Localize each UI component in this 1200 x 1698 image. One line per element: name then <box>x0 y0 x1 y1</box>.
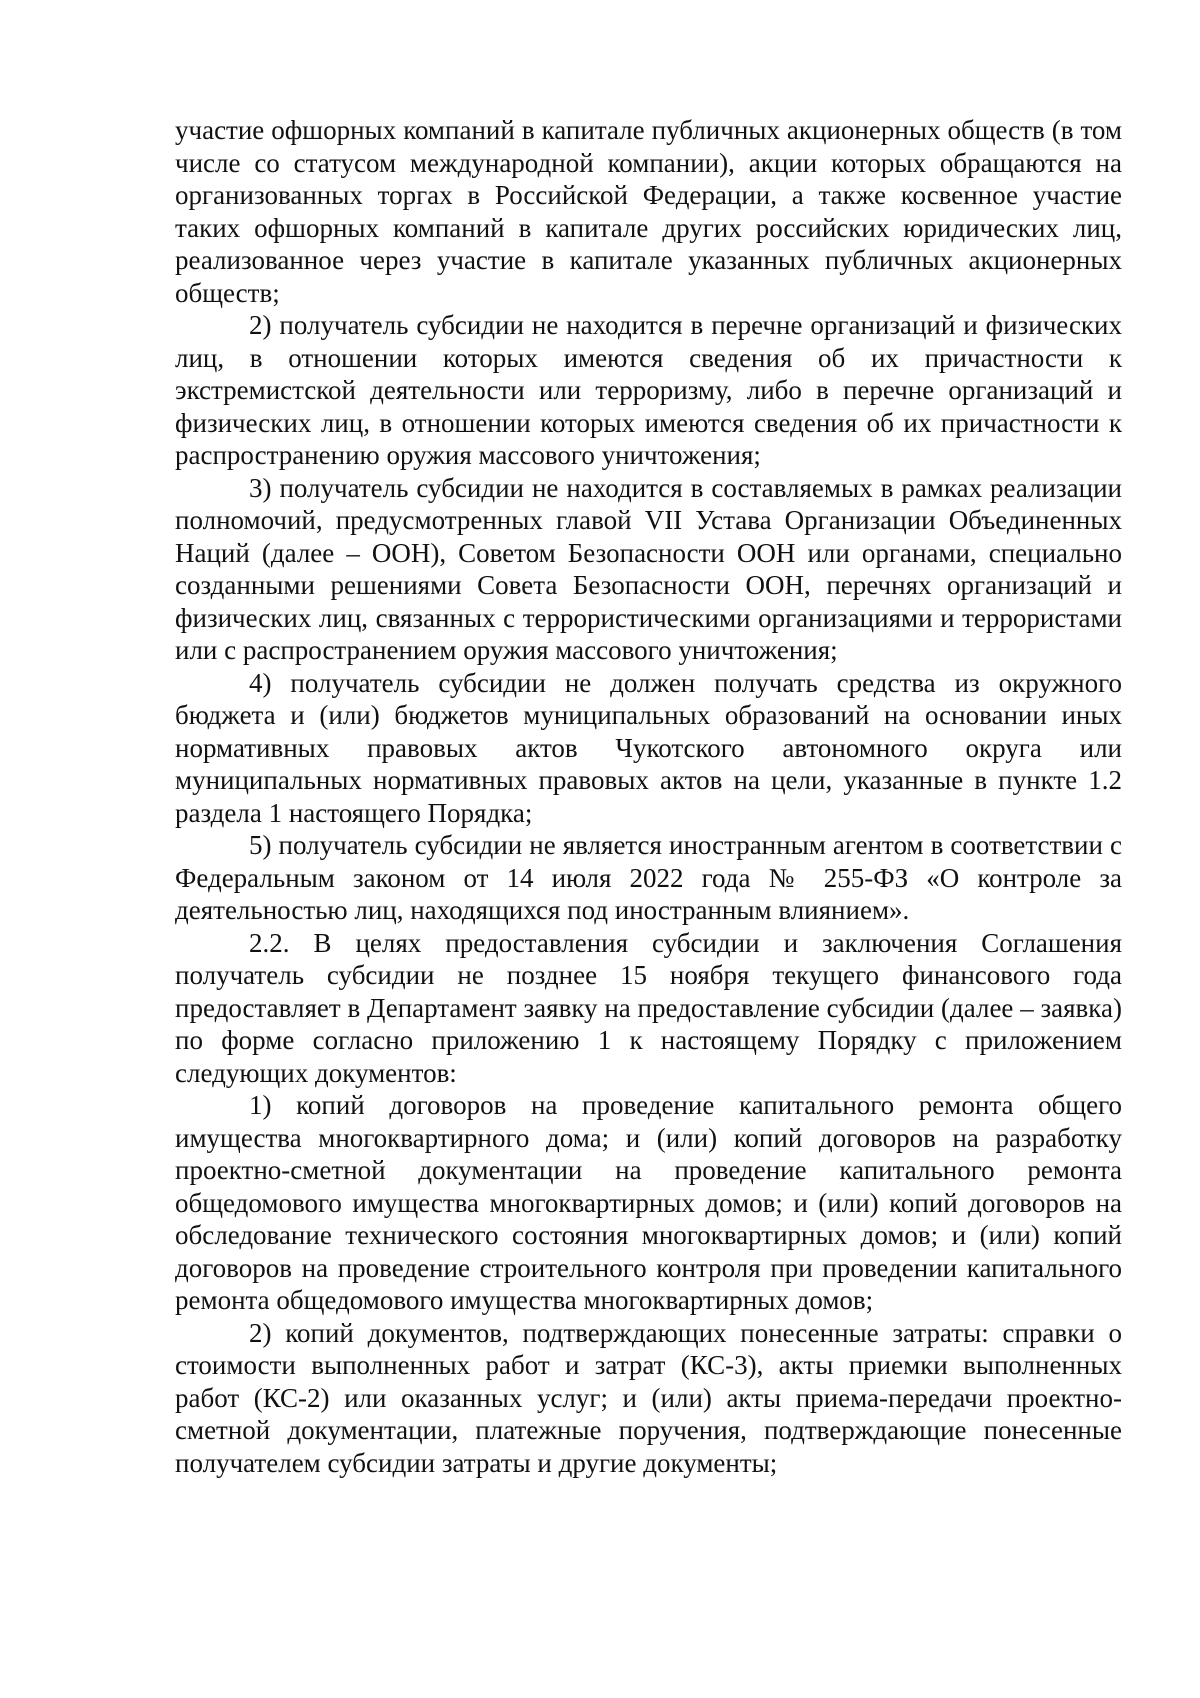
paragraph-item-5: 5) получатель субсидии не является иностранным агентом в соответствии с Федеральным законом от 14 июля 2022 года № 255-ФЗ «О контроле за деятельностью лиц, находящихся под иностранным влиянием». <box>175 830 1122 925</box>
paragraph-item-3: 3) получатель субсидии не находится в составляемых в рамках реализации полномочий, предусмотренных главой VII Устава Организации Объединенных Наций (далее – ООН), Советом Безопасности ООН или органами, специально созданными решениями Совета Безопасности ООН, перечнях организаций и физических лиц, связанных с террористическими организациями и террористами или с распространением оружия массового уничтожения; <box>175 472 1122 665</box>
paragraph-document-1: 1) копий договоров на проведение капитального ремонта общего имущества многоквартирного дома; и (или) копий договоров на разработку проектно-сметной документации на проведение капитального ремонта общедомового имущества многоквартирных домов; и (или) копий договоров на обследование технического состояния многоквартирных домов; и (или) копий договоров на проведение строительного контроля при проведении капитального ремонта общедомового имущества многоквартирных домов; <box>175 1090 1122 1315</box>
paragraph-item-4: 4) получатель субсидии не должен получать средства из окружного бюджета и (или) бюджетов муниципальных образований на основании иных нормативных правовых актов Чукотского автономного округа или муниципальных нормативных правовых актов на цели, указанные в пункте 1.2 раздела 1 настоящего Порядка; <box>175 667 1122 828</box>
document-page <box>175 114 1122 1654</box>
paragraph-item-2: 2) получатель субсидии не находится в перечне организаций и физических лиц, в отношении которых имеются сведения об их причастности к экстремистской деятельности или терроризму, либо в перечне организаций и физических лиц, в отношении которых имеются сведения об их причастности к распространению оружия массового уничтожения; <box>175 310 1122 470</box>
paragraph-document-2: 2) копий документов, подтверждающих понесенные затраты: справки о стоимости выполненных работ и затрат (КС-3), акты приемки выполненных работ (КС-2) или оказанных услуг; и (или) акты приема-передачи проектно-сметной документации, платежные поручения, подтверждающие понесенные получателем субсидии затраты и другие документы; <box>175 1317 1122 1478</box>
paragraph-continuation: участие офшорных компаний в капитале публичных акционерных обществ (в том числе со статусом международной компании), акции которых обращаются на организованных торгах в Российской Федерации, а также косвенное участие таких офшорных компаний в капитале других российских юридических лиц, реализованное через участие в капитале указанных публичных акционерных обществ; <box>175 115 1122 308</box>
paragraph-clause-2-2: 2.2. В целях предоставления субсидии и заключения Соглашения получатель субсидии не позднее 15 ноября текущего финансового года предоставляет в Департамент заявку на предоставление субсидии (далее – заявка) по форме согласно приложению 1 к настоящему Порядку с приложением следующих документов: <box>175 927 1122 1088</box>
